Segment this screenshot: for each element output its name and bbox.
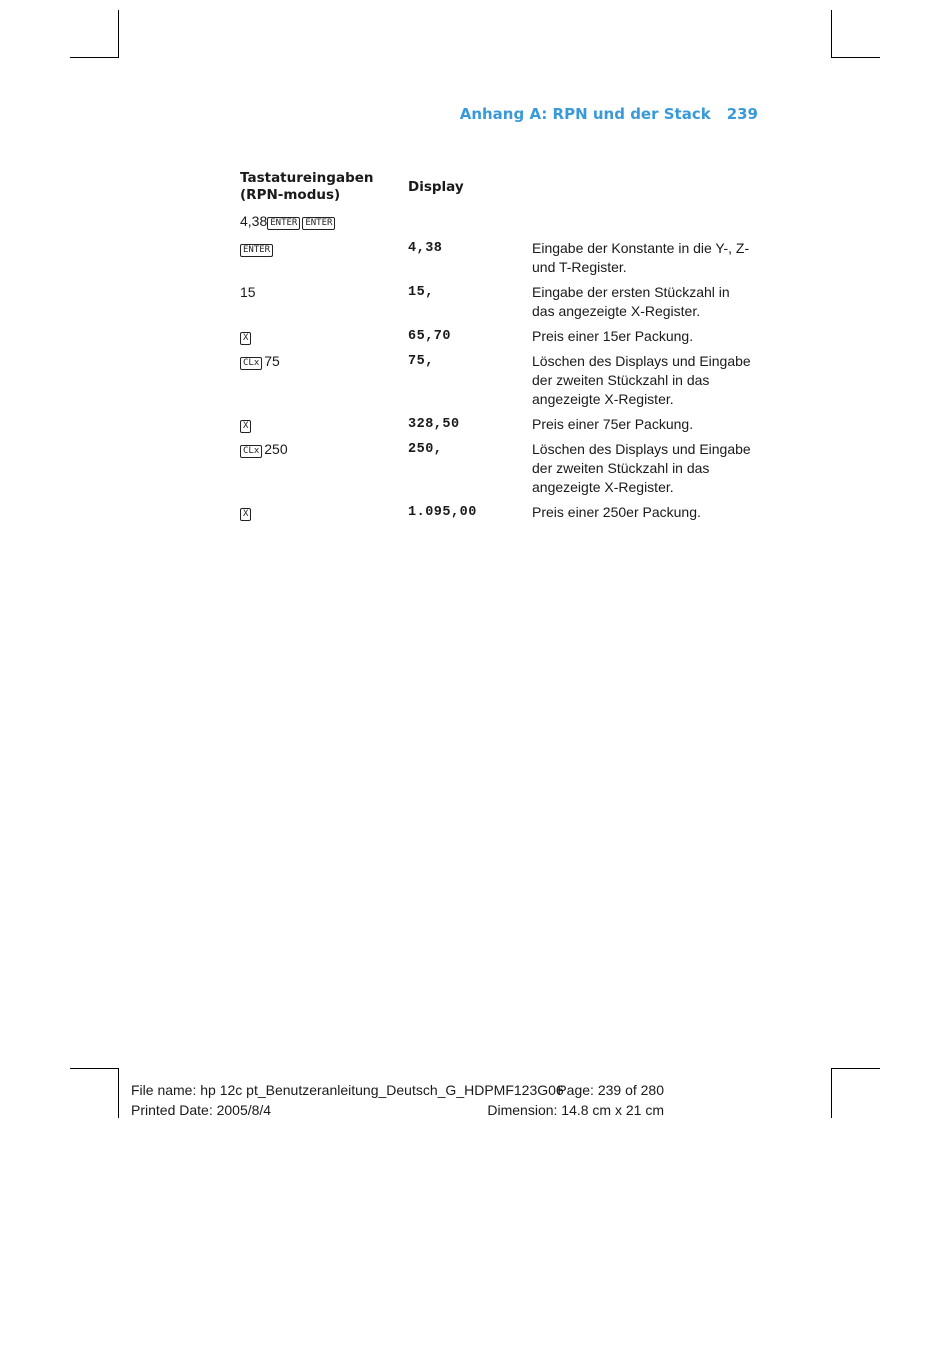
header-page-number: 239 <box>726 105 758 123</box>
description-cell: Eingabe der ersten Stückzahl in das angezeigte X-Register. <box>532 284 730 319</box>
header-title: Anhang A: RPN und der Stack <box>459 105 711 123</box>
description-cell: Eingabe der Konstante in die Y-, Z- und T-Register. <box>532 240 750 275</box>
keystroke-cell <box>240 415 253 434</box>
crop-mark-bottom-right-horizontal <box>831 1068 880 1069</box>
description-cell: Preis einer 75er Packung. <box>532 416 694 432</box>
footer-file-name: File name: hp 12c pt_Benutzeranleitung_Deutsch_G_HDPMF123G06 <box>131 1082 564 1098</box>
display-cell: 1.095,00 <box>408 505 477 520</box>
key-x-icon: X <box>240 508 251 521</box>
key-x-icon: X <box>240 420 251 433</box>
col-header-keystrokes-line1: Tastatureingaben <box>240 170 374 186</box>
crop-mark-top-right-vertical <box>831 10 832 58</box>
keystroke-cell <box>240 239 275 258</box>
keystroke-cell <box>240 283 256 302</box>
footer-printed-date: Printed Date: 2005/8/4 <box>131 1102 272 1118</box>
keystroke-cell <box>240 212 337 231</box>
description-cell <box>532 212 754 231</box>
keystroke-cell <box>240 503 253 522</box>
keystroke-text: 75 <box>264 353 280 369</box>
col-header-keystrokes-line2: (RPN-modus) <box>240 187 341 203</box>
description-cell: Löschen des Displays und Eingabe der zweiten Stückzahl in das angezeigte X-Register. <box>532 441 751 495</box>
running-header <box>460 105 758 123</box>
table-row <box>240 239 760 277</box>
key-clx-icon: CLx <box>240 357 262 370</box>
table-row <box>240 440 760 497</box>
crop-mark-bottom-right-vertical <box>831 1068 832 1118</box>
table-row <box>240 283 760 321</box>
col-header-display: Display <box>408 179 464 195</box>
description-cell: Löschen des Displays und Eingabe der zweiten Stückzahl in das angezeigte X-Register. <box>532 353 751 407</box>
footer-dimension: Dimension: 14.8 cm x 21 cm <box>487 1102 664 1118</box>
crop-mark-top-left-horizontal <box>70 57 119 58</box>
keystroke-cell <box>240 327 253 346</box>
keystroke-cell <box>240 440 288 459</box>
crop-mark-top-left-vertical <box>118 10 119 58</box>
table-body <box>240 212 760 522</box>
table-row <box>240 327 760 346</box>
description-cell: Preis einer 250er Packung. <box>532 504 701 520</box>
table-row <box>240 212 760 231</box>
key-enter-icon: ENTER <box>240 244 273 257</box>
description-cell: Preis einer 15er Packung. <box>532 328 694 344</box>
display-cell: 250, <box>408 442 443 457</box>
keystroke-text: 4,38 <box>240 213 268 229</box>
key-enter-icon: ENTER <box>302 217 335 230</box>
keystroke-cell <box>240 352 280 371</box>
keystroke-text: 250 <box>264 441 288 457</box>
keystroke-text: 15 <box>240 284 256 300</box>
key-enter-icon: ENTER <box>267 217 300 230</box>
key-clx-icon: CLx <box>240 445 262 458</box>
display-cell: 15, <box>408 285 434 300</box>
crop-mark-bottom-left-horizontal <box>70 1068 119 1069</box>
crop-mark-bottom-left-vertical <box>118 1068 119 1118</box>
display-cell: 65,70 <box>408 329 452 344</box>
footer-page: Page: 239 of 280 <box>557 1082 664 1098</box>
display-cell: 75, <box>408 354 434 369</box>
keystroke-table <box>240 170 760 528</box>
col-header-keystrokes <box>240 170 400 204</box>
key-x-icon: X <box>240 332 251 345</box>
table-row <box>240 503 760 522</box>
crop-mark-top-right-horizontal <box>831 57 880 58</box>
table-row <box>240 352 760 409</box>
table-header <box>240 170 760 212</box>
table-row <box>240 415 760 434</box>
display-cell: 328,50 <box>408 417 460 432</box>
display-cell: 4,38 <box>408 241 443 256</box>
